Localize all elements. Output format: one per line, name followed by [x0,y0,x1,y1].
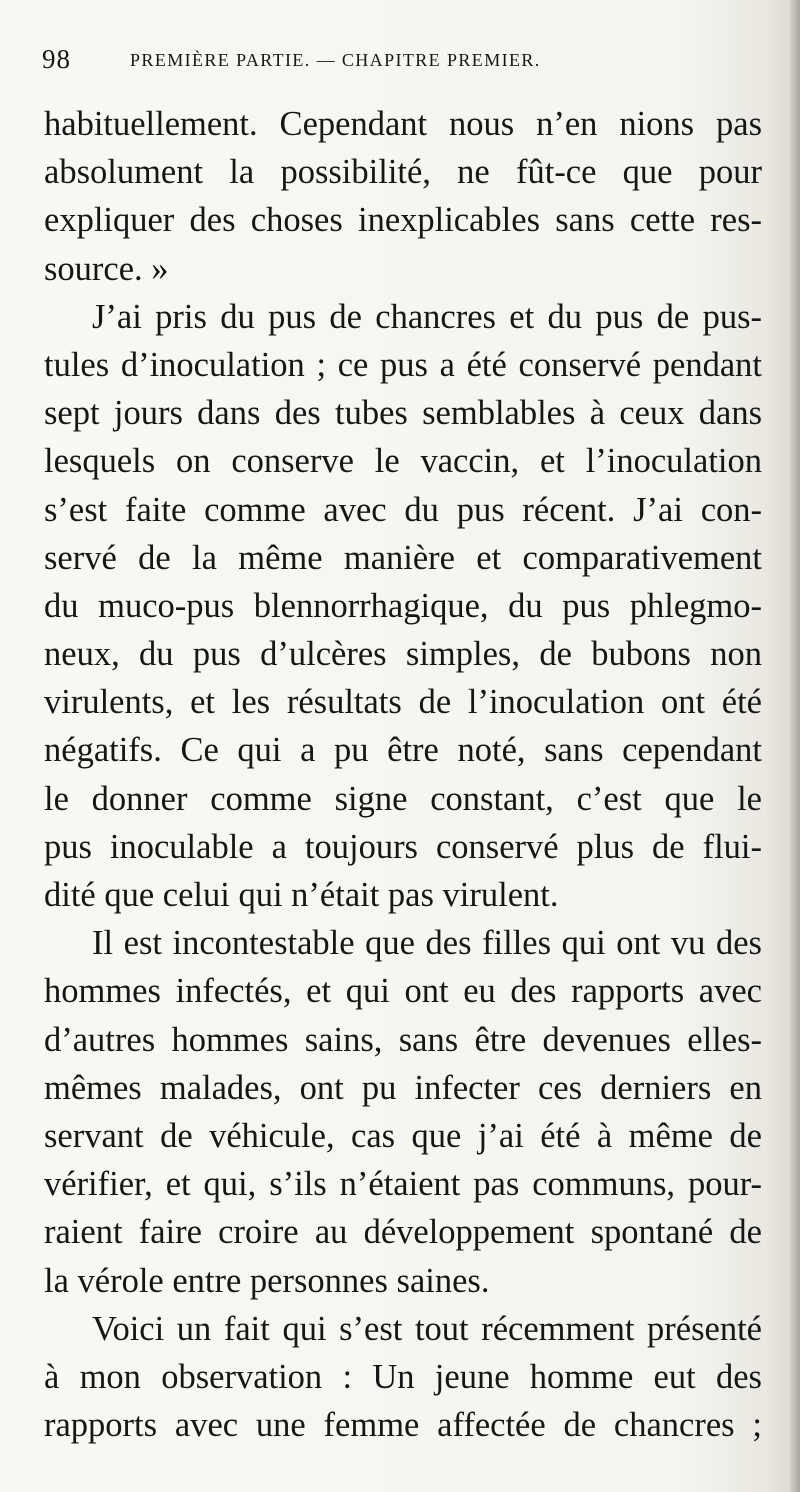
text-line: source. » [44,249,169,288]
body-text [44,100,762,1449]
text-line: absolument la possibilité, ne fût-ce que pour [44,153,762,192]
text-line: négatifs. Ce qui a pu être noté, sans cependant [44,731,762,770]
text-line: J’ai pris du pus de chancres et du pus de pus- [92,297,762,336]
page-header [42,44,762,78]
text-line: à mon observation : Un jeune homme eut des [44,1357,762,1396]
text-line: d’autres hommes sains, sans être devenues elles- [44,1020,762,1059]
text-line: du muco-pus blennorrhagique, du pus phlegmo- [44,586,762,625]
text-line: le donner comme signe constant, c’est que le [44,779,762,818]
running-head: PREMIÈRE PARTIE. — CHAPITRE PREMIER. [130,50,541,70]
text-line: lesquels on conserve le vaccin, et l’inoculation [44,442,762,481]
text-line: pus inoculable a toujours conservé plus de flui- [44,827,762,866]
text-line: mêmes malades, ont pu infecter ces derniers en [44,1068,762,1107]
text-line: vérifier, et qui, s’ils n’étaient pas communs, pour- [44,1165,762,1204]
text-line: tules d’inoculation ; ce pus a été conservé pendant [44,345,762,384]
text-line: raient faire croire au développement spontané de [44,1213,762,1252]
text-line: servé de la même manière et comparativement [44,538,762,577]
text-line: servant de véhicule, cas que j’ai été à même de [44,1116,762,1155]
text-line: sept jours dans des tubes semblables à ceux dans [44,394,762,433]
text-line: Voici un fait qui s’est tout récemment présenté [92,1309,762,1348]
text-line: virulents, et les résultats de l’inoculation ont été [44,683,762,722]
text-line: rapports avec une femme affectée de chancres ; [44,1406,762,1445]
text-line: s’est faite comme avec du pus récent. J’ai con- [44,490,762,529]
text-line: dité que celui qui n’était pas virulent. [44,876,559,914]
text-line: neux, du pus d’ulcères simples, de bubons non [44,635,762,674]
page-number: 98 [42,44,71,74]
text-line: expliquer des choses inexplicables sans cette res- [44,201,762,240]
text-line: habituellement. Cependant nous n’en nions pas [44,105,762,143]
page-edge-shadow [790,0,800,1492]
text-line: la vérole entre personnes saines. [44,1261,490,1300]
text-line: Il est incontestable que des filles qui ont vu des [92,924,762,963]
text-line: hommes infectés, et qui ont eu des rapports avec [44,972,762,1011]
